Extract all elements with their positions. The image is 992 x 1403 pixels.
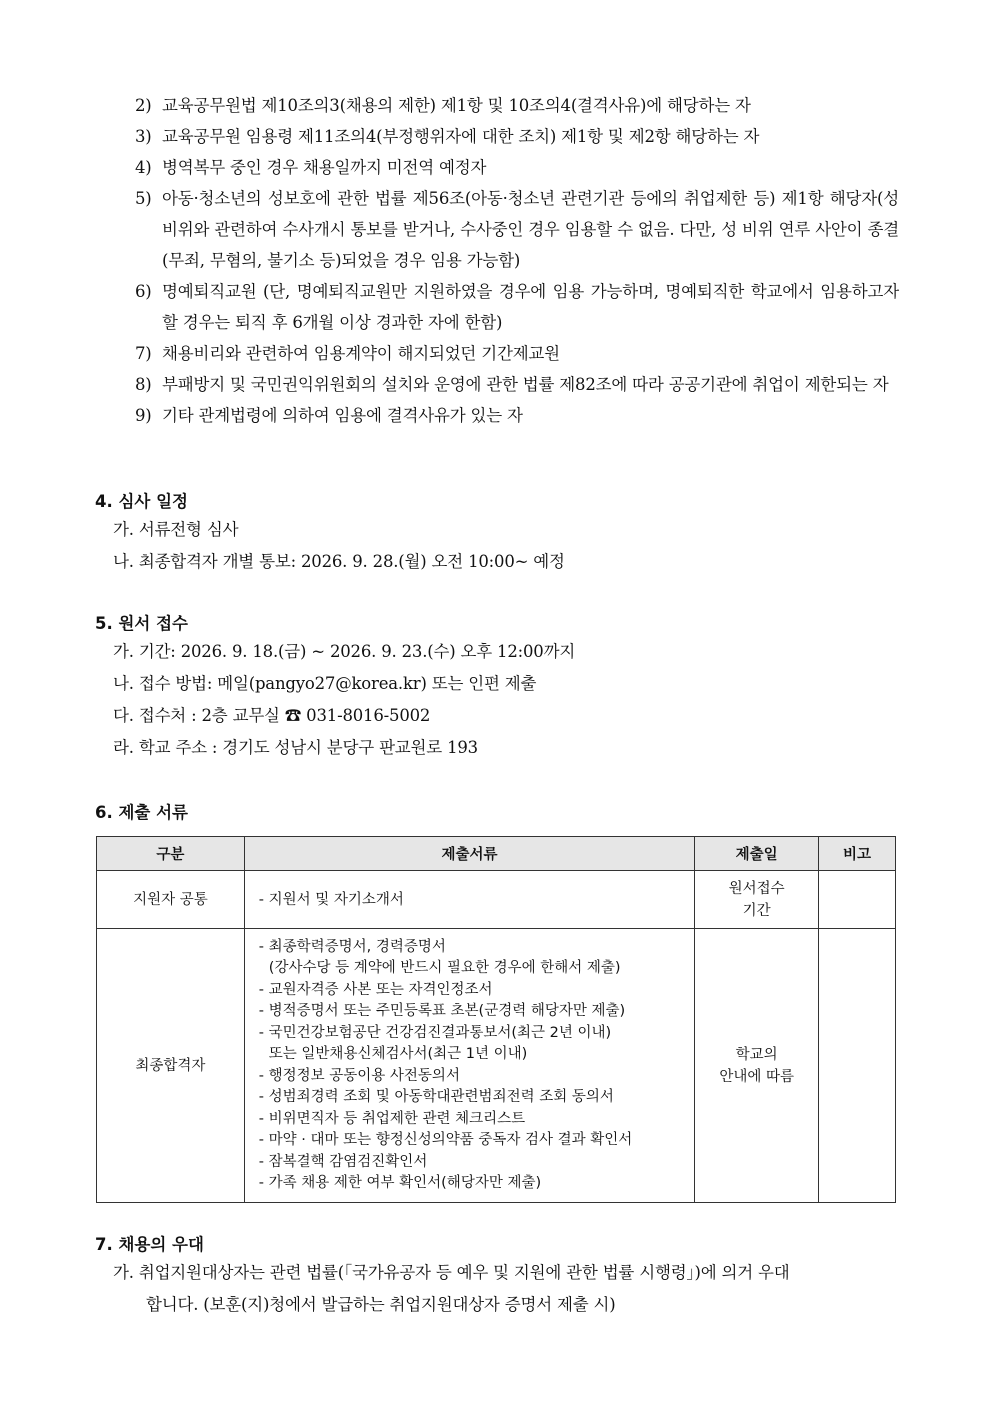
item-text: 채용비리와 관련하여 임용계약이 해지되었던 기간제교원 <box>162 344 560 363</box>
schedule-item: 가. 서류전형 심사 <box>113 520 239 539</box>
list-item <box>135 276 899 338</box>
date-line: 학교의 <box>735 1046 778 1063</box>
item-text: 명예퇴직교원 (단, 명예퇴직교원만 지원하였을 경우에 임용 가능하며, 명예퇴직한 학교에서 임용하고자 할 경우는 퇴직 후 6개월 이상 경과한 자에 한함) <box>162 282 899 332</box>
item-text: 아동·청소년의 성보호에 관한 법률 제56조(아동·청소년 관련기관 등에의 취업제한 등) 제1항 해당자(성 비위와 관련하여 수사개시 통보를 받거나, 수사중인 경우 임용할 수 없음. 다만, 성 비위 연루 사안이 종결(무죄, 무혐의, 불기소 등)되었을 경우 임용 가능함) <box>162 189 899 270</box>
doc-item: - 교원자격증 사본 또는 자격인정조서 <box>258 981 493 998</box>
item-number: 3) <box>135 127 152 146</box>
list-item <box>135 400 899 431</box>
doc-item: - 행정정보 공동이용 사전동의서 <box>258 1067 460 1084</box>
column-header: 구분 <box>97 837 245 871</box>
column-header: 제출서류 <box>244 837 694 871</box>
item-text: 교육공무원 임용령 제11조의4(부정행위자에 대한 조치) 제1항 및 제2항 해당하는 자 <box>162 127 760 146</box>
doc-item: - 마약 · 대마 또는 향정신성의약품 중독자 검사 결과 확인서 <box>258 1132 633 1148</box>
item-number: 7) <box>135 344 152 363</box>
note-cell <box>819 871 896 929</box>
list-item <box>135 121 899 152</box>
restriction-list <box>135 90 899 431</box>
list-item <box>135 90 899 121</box>
item-number: 8) <box>135 375 152 394</box>
item-number: 9) <box>135 406 152 425</box>
section-heading: 7. 채용의 우대 <box>95 1235 204 1254</box>
preference-paragraph <box>95 1257 899 1321</box>
item-text: 기타 관계법령에 의하여 임용에 결격사유가 있는 자 <box>162 406 523 425</box>
schedule-item: 나. 최종합격자 개별 통보: 2026. 9. 28.(월) 오전 10:00~ 예정 <box>113 552 565 571</box>
doc-item-note: (강사수당 등 계약에 반드시 필요한 경우에 한해서 제출) <box>268 960 621 976</box>
section-heading: 4. 심사 일정 <box>95 492 188 511</box>
item-number: 5) <box>135 189 152 208</box>
table-row <box>97 929 896 1203</box>
date-cell <box>695 871 819 929</box>
section-preference <box>95 1233 899 1321</box>
date-line: 안내에 따름 <box>719 1068 794 1085</box>
item-number: 6) <box>135 282 152 301</box>
doc-item: - 성범죄경력 조회 및 아동학대관련범죄전력 조회 동의서 <box>258 1089 614 1105</box>
category-cell: 지원자 공통 <box>97 871 245 929</box>
paragraph-line: 합니다. (보훈(지)청에서 발급하는 취업지원대상자 증명서 제출 시) <box>146 1295 616 1314</box>
item-number: 2) <box>135 96 152 115</box>
doc-item: - 최종학력증명서, 경력증명서 <box>258 938 446 955</box>
category-cell: 최종합격자 <box>97 929 245 1203</box>
application-period: 가. 기간: 2026. 9. 18.(금) ~ 2026. 9. 23.(수) 오후 12:00까지 <box>113 642 576 661</box>
paragraph-line: 가. 취업지원대상자는 관련 법률(「국가유공자 등 예우 및 지원에 관한 법률 시행령」)에 의거 우대 <box>113 1263 790 1282</box>
doc-item: - 비위면직자 등 취업제한 관련 체크리스트 <box>258 1110 526 1127</box>
doc-item-note: 또는 일반채용신체검사서(최근 1년 이내) <box>268 1046 528 1062</box>
doc-item: - 병적증명서 또는 주민등록표 초본(군경력 해당자만 제출) <box>258 1003 626 1019</box>
date-cell <box>695 929 819 1203</box>
note-cell <box>819 929 896 1203</box>
doc-item: - 국민건강보험공단 건강검진결과통보서(최근 2년 이내) <box>258 1024 612 1041</box>
docs-cell <box>244 929 694 1203</box>
doc-item: - 가족 채용 제한 여부 확인서(해당자만 제출) <box>258 1175 542 1191</box>
list-item <box>135 369 899 400</box>
documents-table <box>96 836 896 1203</box>
section-review-schedule <box>95 490 899 578</box>
date-line: 원서접수 <box>728 880 785 897</box>
column-header: 비고 <box>819 837 896 871</box>
application-method: 나. 접수 방법: 메일(pangyo27@korea.kr) 또는 인편 제출 <box>113 674 537 693</box>
item-text: 병역복무 중인 경우 채용일까지 미전역 예정자 <box>162 158 487 177</box>
item-number: 4) <box>135 158 152 177</box>
table-header-row <box>97 837 896 871</box>
list-item <box>135 183 899 276</box>
table-row <box>97 871 896 929</box>
item-text: 교육공무원법 제10조의3(채용의 제한) 제1항 및 10조의4(결격사유)에 해당하는 자 <box>162 96 751 115</box>
school-address: 라. 학교 주소 : 경기도 성남시 분당구 판교원로 193 <box>113 738 478 757</box>
list-item <box>135 152 899 183</box>
item-text: 부패방지 및 국민권익위원회의 설치와 운영에 관한 법률 제82조에 따라 공공기관에 취업이 제한되는 자 <box>162 375 889 394</box>
section-documents <box>95 801 899 825</box>
application-office: 다. 접수처 : 2층 교무실 ☎ 031-8016-5002 <box>113 706 431 725</box>
docs-cell: - 지원서 및 자기소개서 <box>244 871 694 929</box>
section-heading: 6. 제출 서류 <box>95 803 188 822</box>
section-heading: 5. 원서 접수 <box>95 614 188 633</box>
list-item <box>135 338 899 369</box>
date-line: 기간 <box>742 902 771 919</box>
doc-item: - 잠복결핵 감염검진확인서 <box>258 1153 428 1170</box>
section-application <box>95 612 899 764</box>
column-header: 제출일 <box>695 837 819 871</box>
